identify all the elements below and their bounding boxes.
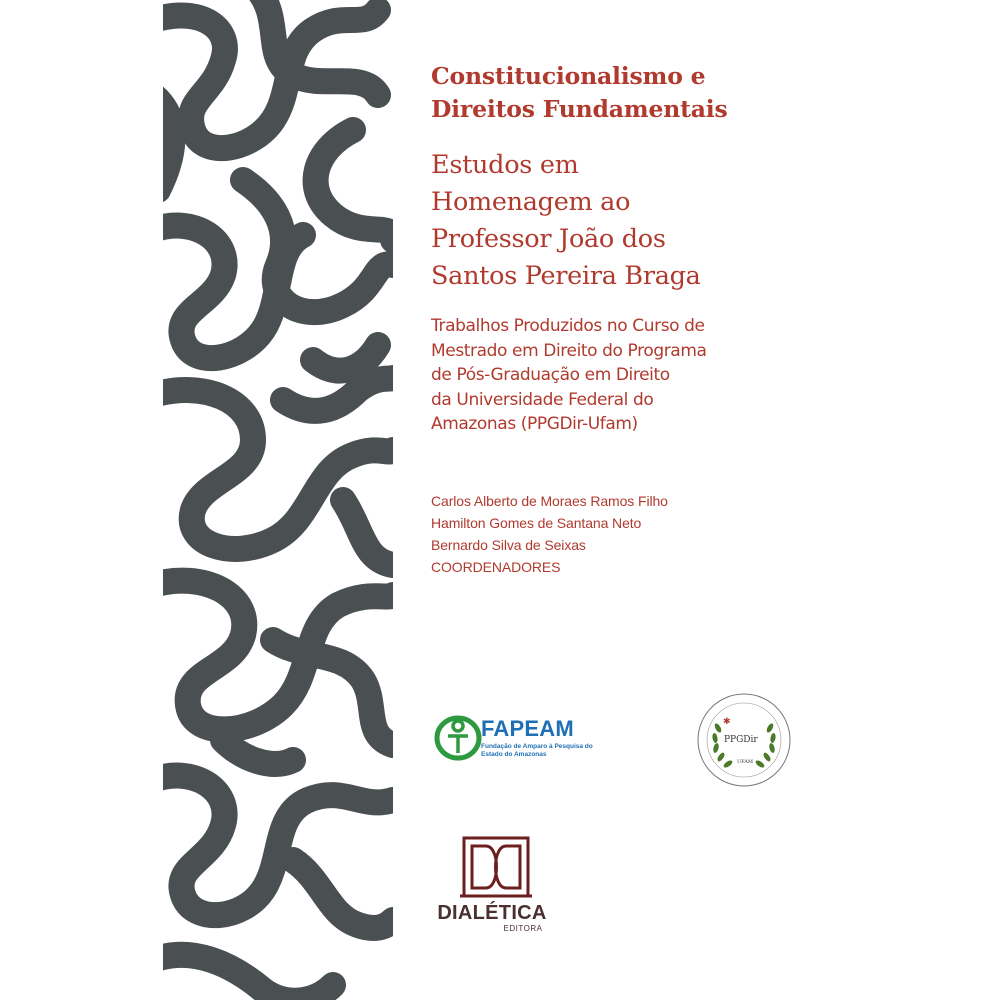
wavy-pattern-graphic bbox=[163, 0, 393, 1000]
coordinator-name: Bernardo Silva de Seixas bbox=[431, 537, 586, 553]
book-description bbox=[431, 314, 831, 437]
ppgdir-ufam-label: UFAM bbox=[737, 759, 753, 765]
book-subtitle-line: Santos Pereira Braga bbox=[431, 261, 701, 291]
coordinators-role: COORDENADORES bbox=[431, 559, 561, 575]
fapeam-tagline: Fundação de Amparo à Pesquisa do Estado do Amazonas bbox=[481, 743, 593, 758]
book-subtitle-line: Professor João dos bbox=[431, 224, 666, 254]
book-title bbox=[431, 60, 821, 126]
coordinator-name: Hamilton Gomes de Santana Neto bbox=[431, 515, 642, 531]
description-line: Amazonas (PPGDir-Ufam) bbox=[431, 414, 638, 434]
publisher-name: DIALÉTICA bbox=[437, 902, 547, 924]
svg-text:✱: ✱ bbox=[723, 717, 731, 727]
book-cover bbox=[163, 0, 838, 1000]
fapeam-name: FAPEAM bbox=[481, 716, 574, 741]
book-title-line: Constitucionalismo e bbox=[431, 62, 706, 90]
dialetica-logo-icon bbox=[456, 832, 536, 904]
description-line: Trabalhos Produzidos no Curso de bbox=[431, 316, 705, 336]
description-line: Mestrado em Direito do Programa bbox=[431, 340, 707, 361]
coordinators-list bbox=[431, 490, 811, 578]
description-line: de Pós-Graduação em Direito bbox=[431, 365, 670, 385]
book-subtitle-line: Homenagem ao bbox=[431, 187, 631, 217]
ppgdir-label: PPGDir bbox=[724, 735, 758, 745]
book-subtitle-line: Estudos em bbox=[431, 150, 579, 180]
publisher-subtitle: EDITORA bbox=[503, 924, 543, 933]
book-title-line: Direitos Fundamentais bbox=[431, 95, 728, 123]
description-line: da Universidade Federal do bbox=[431, 389, 654, 410]
coordinator-name: Carlos Alberto de Moraes Ramos Filho bbox=[431, 493, 668, 509]
book-subtitle bbox=[431, 147, 831, 295]
